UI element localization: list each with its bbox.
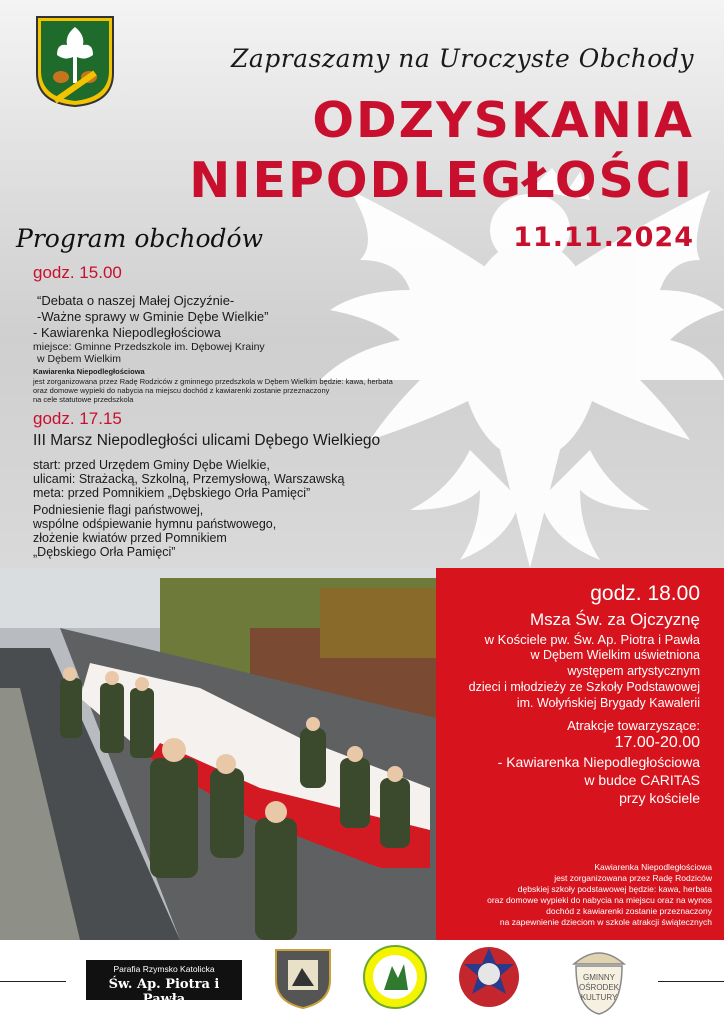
event1-subtitle: - Kawiarenka Niepodległościowa	[33, 325, 221, 340]
cafe-note	[487, 862, 712, 928]
mass-title: Msza Św. za Ojczyznę	[529, 610, 700, 629]
extra-heading: Atrakcje towarzyszące:	[567, 718, 700, 733]
extra-line3: przy kościele	[619, 790, 700, 806]
event1-time: godz. 15.00	[33, 263, 122, 282]
cafe-note-line2: jest zorganizowana przez Radę Rodziców	[554, 873, 712, 883]
mass-line5: im. Wołyńskiej Brygady Kawalerii	[516, 696, 700, 710]
event1-note-line3: na cele statutowe przedszkola	[33, 395, 134, 404]
event1-note-heading: Kawiarenka Niepodległościowa	[33, 367, 145, 376]
event2-desc-line2: wspólne odśpiewanie hymnu państwowego,	[33, 517, 277, 531]
mass-line2: w Dębem Wielkim uświetniona	[530, 648, 700, 662]
event2-desc-line3: złożenie kwiatów przed Pomnikiem	[33, 531, 227, 545]
parish-line2: Św. Ap. Piotra i Pawła	[108, 977, 220, 1007]
gok-line3: KULTURY	[580, 993, 618, 1002]
event-date: 11.11.2024	[513, 222, 694, 253]
extra-time: 17.00-20.00	[614, 734, 700, 751]
footer-divider-left	[0, 981, 66, 982]
event2-title: III Marsz Niepodległości ulicami Dębego Wielkiego	[33, 432, 381, 449]
mass-line1: w Kościele pw. Św. Ap. Piotra i Pawła	[484, 632, 700, 647]
event2-route-line1: start: przed Urzędem Gminy Dębe Wielkie,	[33, 458, 270, 472]
gok-acorn-logo	[564, 940, 634, 1016]
mass-line4: dzieci i młodzieży ze Szkoły Podstawowej	[468, 680, 700, 694]
event2-desc-line4: „Dębskiego Orła Pamięci”	[33, 545, 176, 559]
march-photo	[0, 568, 436, 940]
event2-desc-line1: Podniesienie flagi państwowej,	[33, 503, 204, 517]
mass-line3: występem artystycznym	[567, 664, 700, 678]
cafe-note-line3: dębskiej szkoły podstawowej będzie: kawa, herbata	[517, 884, 712, 894]
extra-line1: - Kawiarenka Niepodległościowa	[497, 754, 700, 770]
scouts-circle-logo	[362, 944, 428, 1010]
event2-route-line2: ulicami: Strażacką, Szkolną, Przemysłową, Warszawską	[33, 472, 345, 486]
event1-title-line1: “Debata o naszej Małej Ojczyźnie-	[37, 293, 235, 308]
main-title-line1: ODZYSKANIA	[312, 92, 694, 149]
event2-route-line3: meta: przed Pomnikiem „Dębskiego Orła Pamięci”	[33, 486, 311, 500]
cafe-note-line4: oraz domowe wypieki do nabycia na miejscu oraz na wynos	[487, 895, 712, 905]
event1-note-line1: jest zorganizowana przez Radę Rodziców z gminnego przedszkola w Dębem Wielkim będzie: kawa, herbata	[33, 377, 393, 386]
cafe-note-line1: Kawiarenka Niepodległościowa	[594, 862, 712, 872]
parish-logo	[86, 960, 242, 1007]
fire-brigade-logo	[456, 944, 522, 1010]
cafe-note-line6: na zapewnienie dzieciom w szkole atrakcji świątecznych	[499, 917, 712, 927]
event2-time: godz. 17.15	[33, 409, 122, 428]
event1-note-line2: oraz domowe wypieki do nabycia na miejscu dochód z kawiarenki zostanie przeznaczony	[33, 386, 330, 395]
event1-title-line2: -Ważne sprawy w Gminie Dębe Wielkie”	[37, 309, 269, 324]
main-title-line2: NIEPODLEGŁOŚCI	[189, 152, 694, 209]
cafe-note-line5: dochód z kawiarenki zostanie przeznaczony	[546, 906, 712, 916]
footer-divider-right	[658, 981, 724, 982]
gok-line2: OŚRODEK	[578, 983, 620, 992]
mass-time: godz. 18.00	[590, 582, 700, 605]
gmina-coat-of-arms-logo	[33, 13, 117, 108]
event1-place-line1: miejsce: Gminne Przedszkole im. Dębowej Krainy	[33, 341, 265, 353]
white-eagle-emblem	[290, 150, 724, 568]
parish-line1: Parafia Rzymsko Katolicka	[113, 964, 215, 974]
gok-line1: GMINNY	[583, 973, 615, 982]
extra-line2: w budce CARITAS	[584, 772, 700, 788]
school-badge-logo	[270, 944, 336, 1010]
invitation-text: Zapraszamy na Uroczyste Obchody	[230, 44, 694, 73]
event1-place-line2: w Dębem Wielkim	[37, 353, 122, 365]
program-heading: Program obchodów	[16, 224, 263, 253]
